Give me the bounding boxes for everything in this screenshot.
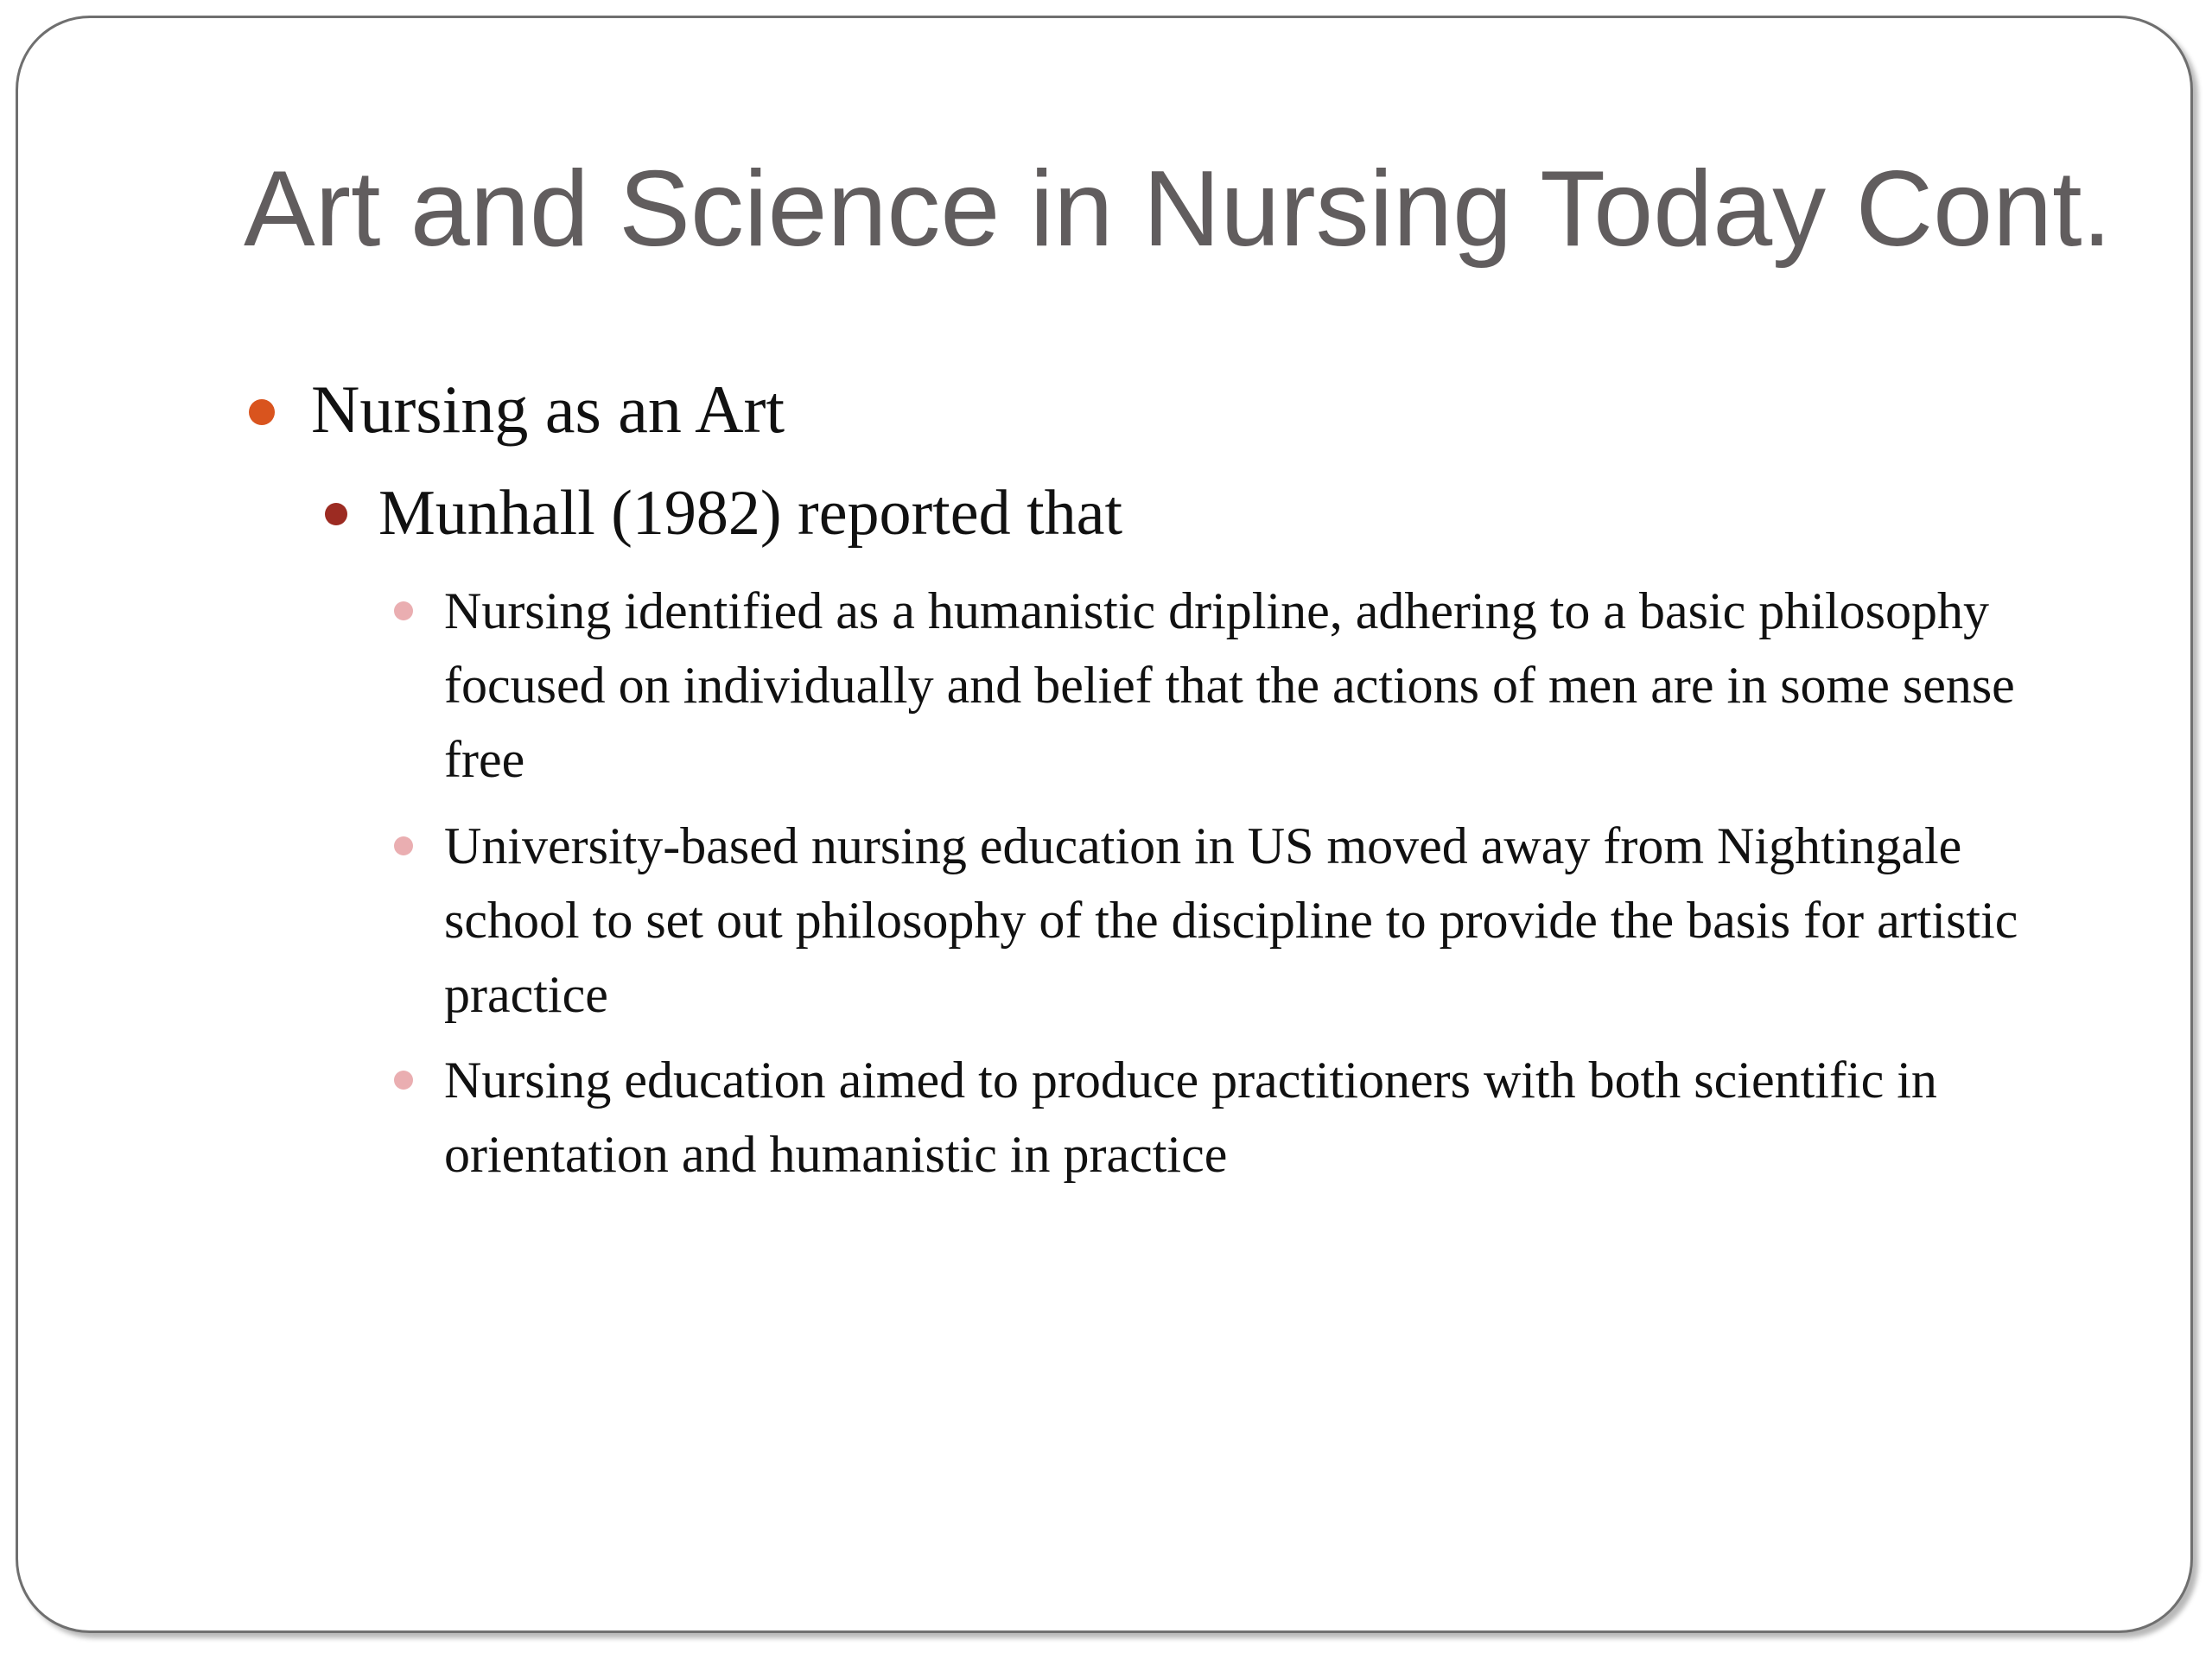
bullet-text: Munhall (1982) reported that [378,478,1123,549]
slide-title: Art and Science in Nursing Today Cont. [244,149,2113,269]
bullet-dot-icon [394,601,413,620]
bullet-dot-icon [249,399,275,425]
bullet-dot-icon [394,1071,413,1090]
bullet-item-level-3 [444,1043,2069,1192]
bullet-item-level-1 [311,365,785,454]
bullet-dot-icon [394,836,413,855]
bullet-item-level-2 [378,470,1122,556]
bullet-item-level-3 [444,809,2069,1032]
bullet-text: Nursing education aimed to produce practitioners with both scientific in orientation and humanistic in practice [444,1052,1937,1183]
bullet-dot-icon [325,503,347,525]
bullet-item-level-3 [444,574,2069,797]
bullet-text: Nursing identified as a humanistic dripline, adhering to a basic philosophy focused on individually and belief that the actions of men are in some sense free [444,582,2015,788]
bullet-text: Nursing as an Art [311,372,785,447]
bullet-text: University-based nursing education in US moved away from Nightingale school to set out philosophy of the discipline to provide the basis for artistic practice [444,817,2018,1023]
